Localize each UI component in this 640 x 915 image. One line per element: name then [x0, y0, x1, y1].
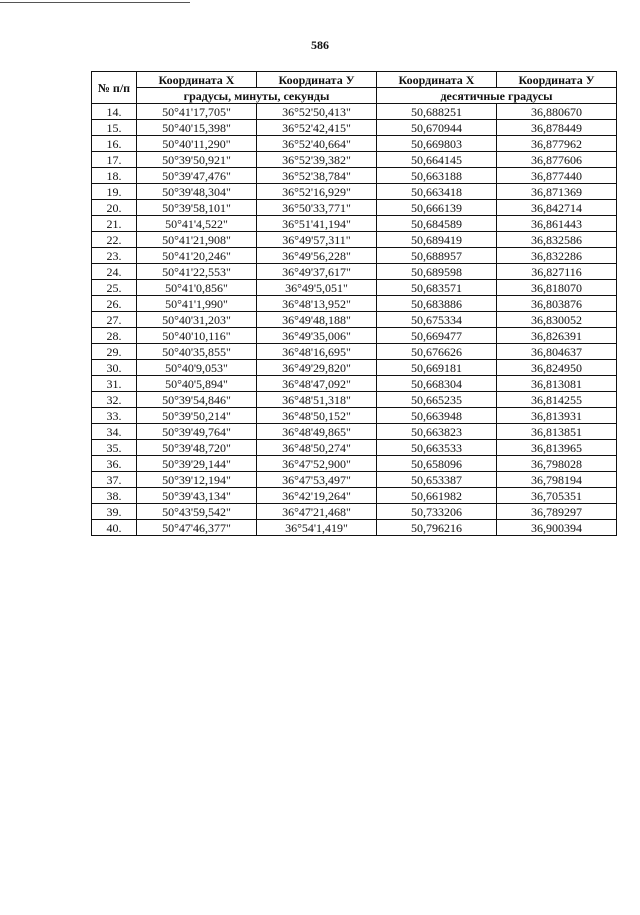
- coord-y-decimal: 36,705351: [497, 488, 617, 504]
- table-row: [92, 280, 617, 296]
- table-row: [92, 312, 617, 328]
- coord-x-decimal: 50,688957: [377, 248, 497, 264]
- row-number: 26.: [92, 296, 137, 312]
- coord-y-dms: 36°47'53,497": [257, 472, 377, 488]
- coord-y-decimal: 36,789297: [497, 504, 617, 520]
- coord-x-decimal: 50,663418: [377, 184, 497, 200]
- coord-x-decimal: 50,684589: [377, 216, 497, 232]
- row-number: 15.: [92, 120, 137, 136]
- table-row: [92, 376, 617, 392]
- coord-x-dms: 50°39'54,846": [137, 392, 257, 408]
- coord-y-decimal: 36,830052: [497, 312, 617, 328]
- row-number: 21.: [92, 216, 137, 232]
- table-row: [92, 472, 617, 488]
- table-row: [92, 440, 617, 456]
- coord-y-decimal: 36,877440: [497, 168, 617, 184]
- coord-y-decimal: 36,813081: [497, 376, 617, 392]
- coord-x-dms: 50°41'4,522": [137, 216, 257, 232]
- row-number: 38.: [92, 488, 137, 504]
- coord-y-decimal: 36,824950: [497, 360, 617, 376]
- coord-x-decimal: 50,663533: [377, 440, 497, 456]
- coord-x-decimal: 50,663823: [377, 424, 497, 440]
- table-row: [92, 232, 617, 248]
- coord-x-decimal: 50,675334: [377, 312, 497, 328]
- coord-y-dms: 36°48'49,865": [257, 424, 377, 440]
- coord-y-decimal: 36,818070: [497, 280, 617, 296]
- coord-y-decimal: 36,813931: [497, 408, 617, 424]
- row-number: 35.: [92, 440, 137, 456]
- coord-x-dms: 50°41'21,908": [137, 232, 257, 248]
- row-number: 22.: [92, 232, 137, 248]
- coord-y-dms: 36°54'1,419": [257, 520, 377, 536]
- coord-y-decimal: 36,826391: [497, 328, 617, 344]
- table-row: [92, 136, 617, 152]
- coord-x-dms: 50°39'43,134": [137, 488, 257, 504]
- coord-x-dms: 50°40'11,290": [137, 136, 257, 152]
- coord-x-decimal: 50,668304: [377, 376, 497, 392]
- table-row: [92, 264, 617, 280]
- row-number: 39.: [92, 504, 137, 520]
- coord-y-dms: 36°52'39,382": [257, 152, 377, 168]
- row-number: 24.: [92, 264, 137, 280]
- table-row: [92, 392, 617, 408]
- coord-y-dms: 36°48'50,274": [257, 440, 377, 456]
- top-rule: [0, 2, 190, 3]
- table-row: [92, 344, 617, 360]
- coord-y-decimal: 36,798194: [497, 472, 617, 488]
- coord-y-decimal: 36,827116: [497, 264, 617, 280]
- table-row: [92, 456, 617, 472]
- coord-x-decimal: 50,733206: [377, 504, 497, 520]
- coord-x-dms: 50°47'46,377": [137, 520, 257, 536]
- coord-x-decimal: 50,658096: [377, 456, 497, 472]
- header-row: [92, 72, 617, 88]
- coord-y-dms: 36°48'51,318": [257, 392, 377, 408]
- header-coord-y-dms: Координата У: [257, 72, 377, 88]
- coord-x-dms: 50°39'48,720": [137, 440, 257, 456]
- coord-y-dms: 36°52'42,415": [257, 120, 377, 136]
- row-number: 19.: [92, 184, 137, 200]
- header-coord-y-decimal: Координата У: [497, 72, 617, 88]
- coord-x-decimal: 50,796216: [377, 520, 497, 536]
- coord-y-dms: 36°47'21,468": [257, 504, 377, 520]
- coord-x-dms: 50°39'49,764": [137, 424, 257, 440]
- coord-y-dms: 36°47'52,900": [257, 456, 377, 472]
- coord-x-decimal: 50,653387: [377, 472, 497, 488]
- coord-x-dms: 50°40'31,203": [137, 312, 257, 328]
- coord-x-dms: 50°41'20,246": [137, 248, 257, 264]
- table-row: [92, 408, 617, 424]
- coord-x-decimal: 50,669181: [377, 360, 497, 376]
- table-row: [92, 152, 617, 168]
- coord-x-dms: 50°40'35,855": [137, 344, 257, 360]
- coord-x-decimal: 50,663948: [377, 408, 497, 424]
- coord-x-dms: 50°39'47,476": [137, 168, 257, 184]
- table-row: [92, 488, 617, 504]
- coord-x-dms: 50°41'17,705": [137, 104, 257, 120]
- row-number: 30.: [92, 360, 137, 376]
- coord-y-dms: 36°49'57,311": [257, 232, 377, 248]
- table-row: [92, 328, 617, 344]
- row-number: 31.: [92, 376, 137, 392]
- coord-x-dms: 50°40'9,053": [137, 360, 257, 376]
- coord-y-dms: 36°49'5,051": [257, 280, 377, 296]
- coord-y-dms: 36°49'56,228": [257, 248, 377, 264]
- table-row: [92, 104, 617, 120]
- row-number: 18.: [92, 168, 137, 184]
- table-row: [92, 248, 617, 264]
- coord-y-dms: 36°49'48,188": [257, 312, 377, 328]
- table-row: [92, 216, 617, 232]
- coord-x-dms: 50°39'50,921": [137, 152, 257, 168]
- coord-x-dms: 50°39'58,101": [137, 200, 257, 216]
- header-number: № п/п: [92, 72, 137, 104]
- coord-x-dms: 50°41'1,990": [137, 296, 257, 312]
- table-row: [92, 120, 617, 136]
- table-row: [92, 168, 617, 184]
- coord-y-decimal: 36,877606: [497, 152, 617, 168]
- coord-y-dms: 36°48'50,152": [257, 408, 377, 424]
- row-number: 17.: [92, 152, 137, 168]
- coord-y-decimal: 36,900394: [497, 520, 617, 536]
- coord-x-decimal: 50,676626: [377, 344, 497, 360]
- coord-x-dms: 50°40'10,116": [137, 328, 257, 344]
- coord-x-dms: 50°39'29,144": [137, 456, 257, 472]
- coord-x-decimal: 50,689419: [377, 232, 497, 248]
- coord-y-dms: 36°52'50,413": [257, 104, 377, 120]
- table-row: [92, 520, 617, 536]
- row-number: 37.: [92, 472, 137, 488]
- coord-x-decimal: 50,661982: [377, 488, 497, 504]
- coord-y-decimal: 36,880670: [497, 104, 617, 120]
- row-number: 36.: [92, 456, 137, 472]
- coord-x-dms: 50°41'0,856": [137, 280, 257, 296]
- row-number: 27.: [92, 312, 137, 328]
- coord-y-dms: 36°49'35,006": [257, 328, 377, 344]
- coord-y-decimal: 36,804637: [497, 344, 617, 360]
- coord-x-decimal: 50,664145: [377, 152, 497, 168]
- coord-x-decimal: 50,665235: [377, 392, 497, 408]
- coord-x-decimal: 50,669803: [377, 136, 497, 152]
- coord-x-decimal: 50,683571: [377, 280, 497, 296]
- coord-y-decimal: 36,832286: [497, 248, 617, 264]
- coord-y-dms: 36°52'16,929": [257, 184, 377, 200]
- table-row: [92, 184, 617, 200]
- page-number: 586: [311, 38, 329, 52]
- coord-x-dms: 50°39'50,214": [137, 408, 257, 424]
- coord-y-dms: 36°52'40,664": [257, 136, 377, 152]
- coord-y-decimal: 36,803876: [497, 296, 617, 312]
- coord-x-dms: 50°43'59,542": [137, 504, 257, 520]
- row-number: 25.: [92, 280, 137, 296]
- coord-y-dms: 36°42'19,264": [257, 488, 377, 504]
- row-number: 34.: [92, 424, 137, 440]
- coord-x-decimal: 50,669477: [377, 328, 497, 344]
- coord-x-dms: 50°39'48,304": [137, 184, 257, 200]
- coord-x-dms: 50°39'12,194": [137, 472, 257, 488]
- subheader-dms: градусы, минуты, секунды: [137, 88, 377, 104]
- table-row: [92, 200, 617, 216]
- coord-x-dms: 50°40'15,398": [137, 120, 257, 136]
- coord-x-decimal: 50,688251: [377, 104, 497, 120]
- row-number: 14.: [92, 104, 137, 120]
- coord-y-dms: 36°48'47,092": [257, 376, 377, 392]
- coord-x-decimal: 50,683886: [377, 296, 497, 312]
- coord-y-dms: 36°48'16,695": [257, 344, 377, 360]
- table-row: [92, 360, 617, 376]
- coord-y-decimal: 36,832586: [497, 232, 617, 248]
- coord-y-decimal: 36,814255: [497, 392, 617, 408]
- coord-y-dms: 36°52'38,784": [257, 168, 377, 184]
- row-number: 16.: [92, 136, 137, 152]
- coord-y-dms: 36°49'37,617": [257, 264, 377, 280]
- row-number: 23.: [92, 248, 137, 264]
- coord-x-dms: 50°40'5,894": [137, 376, 257, 392]
- coord-y-decimal: 36,877962: [497, 136, 617, 152]
- coordinates-table: [91, 71, 617, 536]
- coord-x-decimal: 50,666139: [377, 200, 497, 216]
- table-row: [92, 296, 617, 312]
- coord-y-dms: 36°50'33,771": [257, 200, 377, 216]
- subheader-row: [92, 88, 617, 104]
- coord-y-decimal: 36,878449: [497, 120, 617, 136]
- coord-x-decimal: 50,663188: [377, 168, 497, 184]
- header-coord-x-dms: Координата X: [137, 72, 257, 88]
- row-number: 20.: [92, 200, 137, 216]
- header-coord-x-decimal: Координата X: [377, 72, 497, 88]
- row-number: 33.: [92, 408, 137, 424]
- coord-y-dms: 36°48'13,952": [257, 296, 377, 312]
- coord-x-decimal: 50,670944: [377, 120, 497, 136]
- coord-y-decimal: 36,842714: [497, 200, 617, 216]
- row-number: 40.: [92, 520, 137, 536]
- row-number: 28.: [92, 328, 137, 344]
- coord-y-dms: 36°49'29,820": [257, 360, 377, 376]
- subheader-decimal: десятичные градусы: [377, 88, 617, 104]
- coord-y-decimal: 36,798028: [497, 456, 617, 472]
- coord-x-dms: 50°41'22,553": [137, 264, 257, 280]
- row-number: 29.: [92, 344, 137, 360]
- coord-x-decimal: 50,689598: [377, 264, 497, 280]
- coord-y-dms: 36°51'41,194": [257, 216, 377, 232]
- coord-y-decimal: 36,813851: [497, 424, 617, 440]
- row-number: 32.: [92, 392, 137, 408]
- coord-y-decimal: 36,871369: [497, 184, 617, 200]
- table-row: [92, 504, 617, 520]
- coord-y-decimal: 36,813965: [497, 440, 617, 456]
- table-row: [92, 424, 617, 440]
- coord-y-decimal: 36,861443: [497, 216, 617, 232]
